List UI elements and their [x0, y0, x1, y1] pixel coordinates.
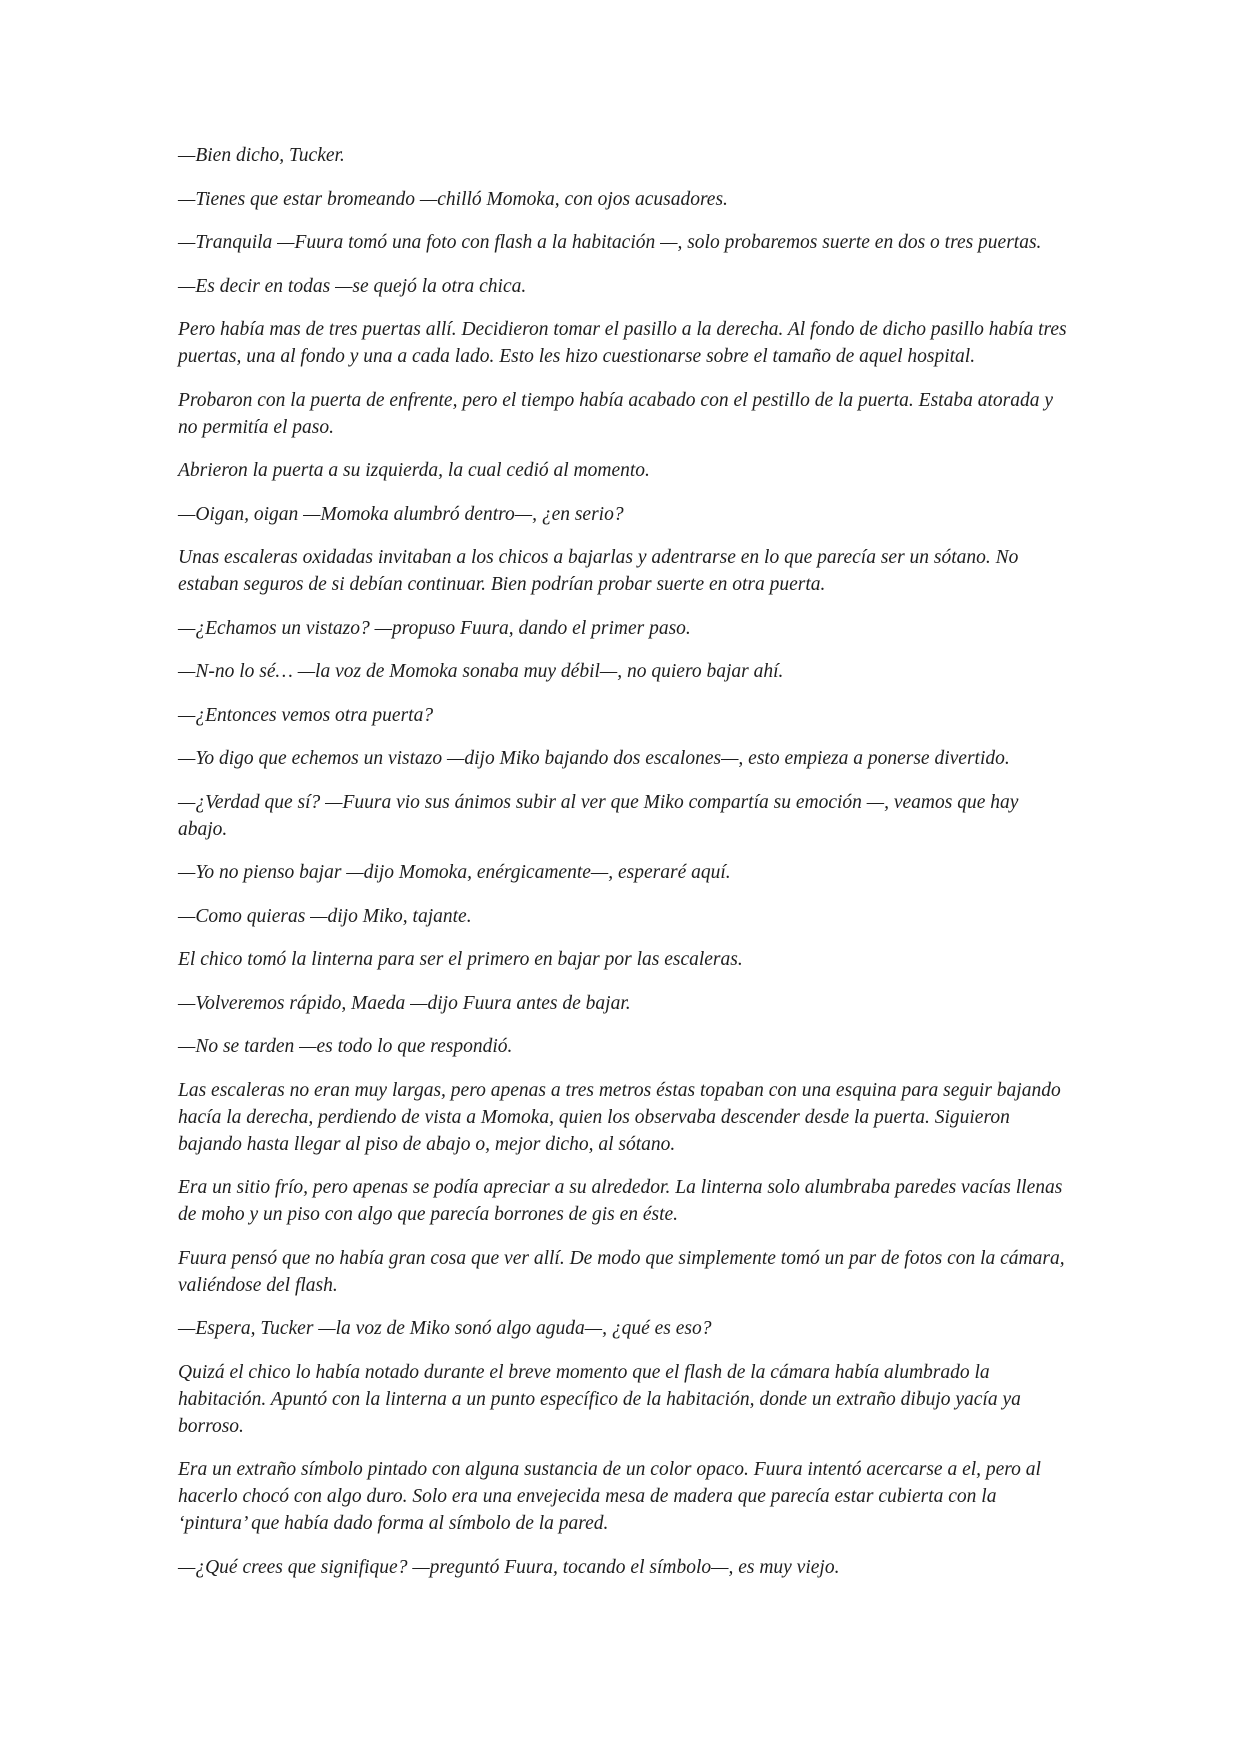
paragraph-23: —Espera, Tucker —la voz de Miko sonó algo aguda—, ¿qué es eso? — [178, 1318, 712, 1339]
paragraph-26: —¿Qué crees que signifique? —preguntó Fuura, tocando el símbolo—, es muy viejo. — [178, 1556, 840, 1578]
paragraph-6: Probaron con la puerta de enfrente, pero el tiempo había acabado con el pestillo de la puerta. Estaba atorada y no permitía el paso. — [178, 389, 1054, 438]
paragraph-8: —Oigan, oigan —Momoka alumbró dentro—, ¿en serio? — [178, 503, 624, 525]
paragraph-9: Unas escaleras oxidadas invitaban a los chicos a bajarlas y adentrarse en lo que parecía ser un sótano. No estaban seguros de si debían continuar. Bien podrían probar suerte en otra puerta. — [178, 547, 1019, 595]
paragraph-25: Era un extraño símbolo pintado con alguna sustancia de un color opaco. Fuura intentó acercarse a el, pero al hacerlo chocó con algo duro. Solo era una envejecida mesa de madera que parecía estar cubierta con la ‘pintura’ que había dado forma al símbolo de la pared. — [178, 1459, 1041, 1534]
paragraph-20: Las escaleras no eran muy largas, pero apenas a tres metros éstas topaban con una esquina para seguir bajando hacía la derecha, perdiendo de vista a Momoka, quien los observaba descender desde la puerta. Siguieron bajando hasta llegar al piso de abajo o, mejor dicho, al sótano. — [178, 1079, 1061, 1155]
paragraph-11: —N-no lo sé… —la voz de Momoka sonaba muy débil—, no quiero bajar ahí. — [178, 661, 784, 682]
paragraph-22: Fuura pensó que no había gran cosa que ver allí. De modo que simplemente tomó un par de fotos con la cámara, valiéndose del flash. — [178, 1247, 1065, 1296]
paragraph-18: —Volveremos rápido, Maeda —dijo Fuura antes de bajar. — [178, 992, 631, 1014]
paragraph-1: —Bien dicho, Tucker. — [178, 145, 345, 166]
paragraph-10: —¿Echamos un vistazo? —propuso Fuura, dando el primer paso. — [178, 617, 691, 639]
paragraph-19: —No se tarden —es todo lo que respondió. — [178, 1036, 513, 1057]
paragraph-24: Quizá el chico lo había notado durante el breve momento que el flash de la cámara había alumbrado la habitación. Apuntó con la linterna a un punto específico de la habitación, donde un extraño dibujo yacía ya borroso. — [178, 1361, 1021, 1437]
paragraph-17: El chico tomó la linterna para ser el primero en bajar por las escaleras. — [178, 949, 743, 970]
paragraph-7: Abrieron la puerta a su izquierda, la cual cedió al momento. — [178, 460, 650, 481]
paragraph-15: —Yo no pienso bajar —dijo Momoka, enérgicamente—, esperaré aquí. — [178, 862, 731, 883]
paragraph-21: Era un sitio frío, pero apenas se podía apreciar a su alrededor. La linterna solo alumbraba paredes vacías llenas de moho y un piso con algo que parecía borrones de gis en éste. — [178, 1177, 1063, 1225]
body-text — [178, 142, 1068, 1597]
paragraph-2: —Tienes que estar bromeando —chilló Momoka, con ojos acusadores. — [178, 188, 728, 210]
paragraph-3: —Tranquila —Fuura tomó una foto con flash a la habitación —, solo probaremos suerte en dos o tres puertas. — [178, 232, 1042, 253]
paragraph-12: —¿Entonces vemos otra puerta? — [178, 704, 434, 726]
paragraph-4: —Es decir en todas —se quejó la otra chica. — [178, 275, 527, 297]
paragraph-13: —Yo digo que echemos un vistazo —dijo Miko bajando dos escalones—, esto empieza a ponerse divertido. — [178, 748, 1010, 769]
paragraph-5: Pero había mas de tres puertas allí. Decidieron tomar el pasillo a la derecha. Al fondo de dicho pasillo había tres puertas, una al fondo y una a cada lado. Esto les hizo cuestionarse sobre el tamaño de aquel hospital. — [178, 319, 1067, 367]
paragraph-16: —Como quieras —dijo Miko, tajante. — [178, 905, 472, 927]
paragraph-14: —¿Verdad que sí? —Fuura vio sus ánimos subir al ver que Miko compartía su emoción —, veamos que hay abajo. — [178, 791, 1019, 840]
